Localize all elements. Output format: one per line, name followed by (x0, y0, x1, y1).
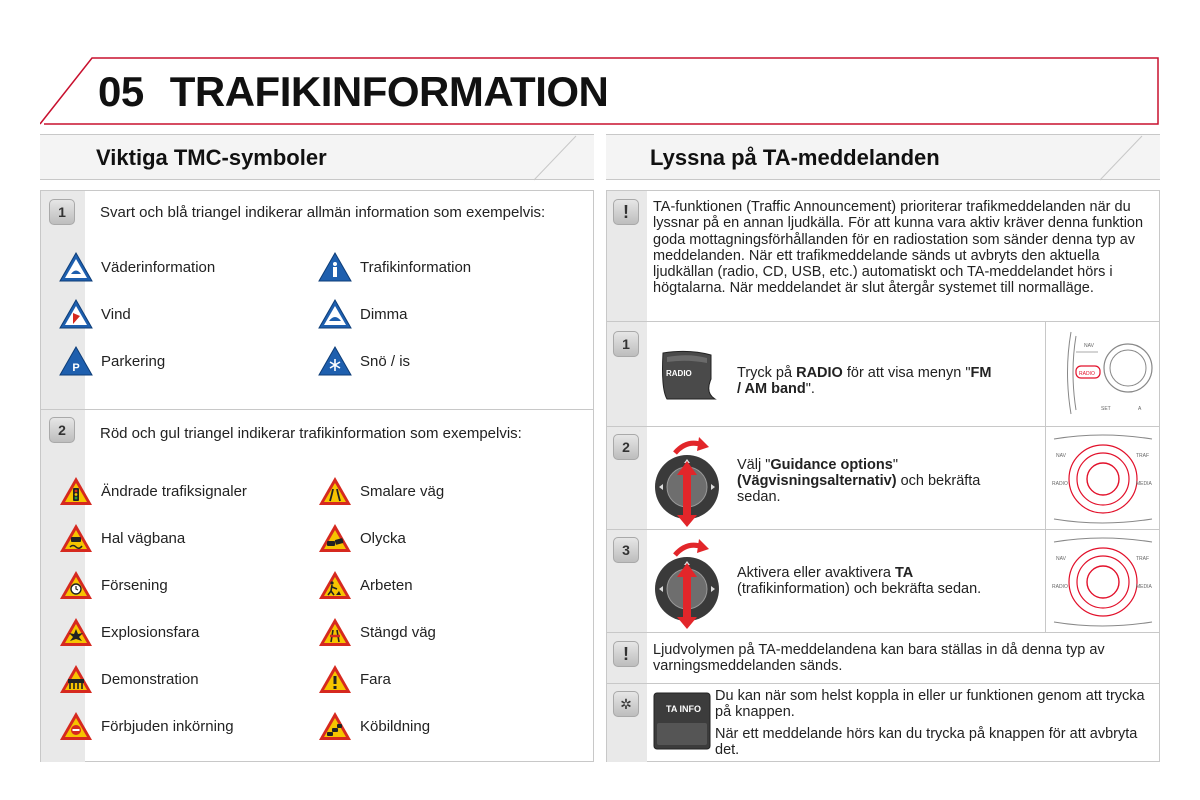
fog-icon (318, 299, 352, 329)
snowflake-icon (318, 346, 352, 376)
ta-info-button[interactable] (653, 691, 711, 756)
symbol-label: Vind (101, 305, 131, 323)
symbol-roadworks (318, 569, 413, 601)
symbol-label: Köbildning (360, 717, 431, 735)
danger-exclamation-icon (318, 664, 352, 694)
info-icon (318, 252, 352, 282)
step2-panel-thumbnail (1045, 427, 1159, 529)
slippery-road-icon (59, 523, 93, 553)
knob-press-icon (653, 533, 727, 629)
explosion-icon (59, 617, 93, 647)
step1-text (737, 365, 997, 397)
text-part: " (892, 457, 898, 473)
symbol-queue (318, 710, 430, 742)
group2-badge: 2 (49, 417, 75, 443)
text-bold: Guidance options (770, 457, 893, 473)
roadworks-icon (318, 570, 352, 600)
symbol-demonstration (59, 663, 199, 695)
warning-exclamation-icon: ! (613, 641, 639, 667)
text-part: Tryck på (737, 365, 797, 381)
road-closed-icon (318, 617, 352, 647)
group1-intro: Svart och blå triangel indikerar allmän information som exempelvis: (100, 204, 546, 221)
symbol-label: Trafikinformation (360, 258, 472, 276)
symbol-danger (318, 663, 391, 695)
symbol-narrow-road (318, 475, 444, 507)
warning-exclamation-icon: ! (613, 199, 639, 225)
symbol-label: Dimma (360, 305, 408, 323)
section-heading-ta (606, 134, 1160, 180)
symbol-weather (59, 251, 215, 283)
ta-info-label: TA INFO (666, 704, 701, 714)
radio-button-label: RADIO (666, 369, 692, 378)
symbol-label: Arbeten (360, 576, 413, 594)
step2-text (737, 457, 1017, 505)
symbol-traffic-signals (59, 475, 247, 507)
chapter-title: TRAFIKINFORMATION (169, 68, 609, 115)
svg-text:P: P (72, 362, 80, 374)
section-title-tmc: Viktiga TMC-symboler (96, 145, 327, 170)
text-part: Aktivera eller avaktivera (737, 565, 895, 581)
page-title (98, 68, 608, 116)
row-divider (607, 683, 1159, 684)
symbol-road-closed (318, 616, 436, 648)
step1-badge: 1 (613, 331, 639, 357)
step2-badge: 2 (613, 434, 639, 460)
text-bold: (Vägvisningsalternativ) (737, 473, 897, 489)
text-part: (trafikinformation) och bekräfta sedan. (737, 581, 982, 597)
text-bold: RADIO (796, 365, 843, 381)
traffic-light-icon (59, 476, 93, 506)
accident-icon (318, 523, 352, 553)
chapter-number: 05 (98, 68, 144, 115)
symbol-label: Smalare väg (360, 482, 445, 500)
symbol-snow (318, 345, 410, 377)
text-part: och bekräfta sedan. (737, 473, 981, 505)
delay-clock-icon (59, 570, 93, 600)
symbol-label: Explosionsfara (101, 623, 200, 641)
tip-lightbulb-icon: ✲ (613, 691, 639, 717)
group1-badge: 1 (49, 199, 75, 225)
symbol-fog (318, 298, 408, 330)
set-label: SET (1101, 406, 1111, 412)
knob-press-icon (653, 431, 727, 527)
step1-panel-thumbnail (1045, 322, 1159, 426)
symbol-label: Parkering (101, 352, 166, 370)
section-title-ta: Lyssna på TA-meddelanden (650, 145, 940, 170)
parking-icon (59, 346, 93, 376)
symbol-label: Fara (360, 670, 391, 688)
symbol-accident (318, 522, 406, 554)
symbol-wind (59, 298, 131, 330)
step3-panel-thumbnail (1045, 530, 1159, 632)
symbol-label: Ändrade trafiksignaler (101, 482, 247, 500)
text-bold: TA (894, 565, 914, 581)
group-divider (41, 409, 593, 410)
symbol-label: Demonstration (101, 670, 199, 688)
heading-corner-decoration (1080, 135, 1160, 181)
text-part: Välj " (737, 457, 771, 473)
warning1-text: TA-funktionen (Traffic Announcement) prioriterar trafikmeddelanden när du lyssnar på en annan ljudkälla. För att kunna vara aktiv kräver denna funktion goda mottagningsförhållanden för en radiostation som sänder denna typ av meddelanden. När ett trafikmeddelande sänds ut avbryts den aktuella ljudkällan (radio, CD, USB, etc.) automatiskt och TA-meddelandet hörs i högtalarna. När meddelandet är slut återgår systemet till normalläge. (653, 199, 1144, 297)
tmc-symbols-panel (40, 190, 594, 762)
media-label: MEDIA (1136, 584, 1152, 590)
selector-knob[interactable] (653, 431, 727, 532)
radio-button[interactable] (659, 349, 717, 406)
control-panel-illustration (1046, 322, 1160, 426)
symbol-label: Väderinformation (101, 258, 216, 276)
ta-info-button-icon (653, 691, 711, 751)
text-bold: FM / AM band (737, 365, 992, 397)
page-header (40, 56, 1160, 126)
warning2-text: Ljudvolymen på TA-meddelandena kan bara ställas in då denna typ av varningsmeddelanden sänds. (653, 642, 1105, 674)
symbol-label: Försening (101, 576, 168, 594)
symbol-parking (59, 345, 165, 377)
step3-text (737, 565, 1017, 597)
control-knob-illustration (1046, 427, 1160, 529)
radio-label: RADIO (1052, 481, 1068, 487)
narrow-road-icon (318, 476, 352, 506)
symbol-label: Förbjuden inkörning (101, 717, 234, 735)
heading-corner-decoration (514, 135, 594, 181)
nav-label: NAV (1056, 556, 1066, 562)
weather-icon (59, 252, 93, 282)
radio-label: RADIO (1079, 371, 1095, 377)
step3-badge: 3 (613, 537, 639, 563)
symbol-label: Olycka (360, 529, 406, 547)
symbol-label: Snö / is (360, 352, 411, 370)
nav-label: NAV (1084, 343, 1094, 349)
queue-icon (318, 711, 352, 741)
symbol-delay (59, 569, 168, 601)
traf-label: TRAF (1136, 556, 1150, 562)
selector-knob[interactable] (653, 533, 727, 634)
control-knob-illustration (1046, 530, 1160, 632)
symbol-slippery-road (59, 522, 185, 554)
symbol-explosion (59, 616, 199, 648)
symbol-label: Hal vägbana (101, 529, 186, 547)
text-part: för att visa menyn " (842, 365, 971, 381)
wind-icon (59, 299, 93, 329)
text-part: ". (805, 381, 815, 397)
symbol-traffic-info (318, 251, 471, 283)
nav-label: NAV (1056, 453, 1066, 459)
group2-intro: Röd och gul triangel indikerar trafikinformation som exempelvis: (100, 425, 522, 442)
symbol-label: Stängd väg (360, 623, 436, 641)
no-entry-icon (59, 711, 93, 741)
tip-text-2: När ett meddelande hörs kan du trycka på knappen för att avbryta det. (715, 726, 1138, 758)
a-label: A (1138, 406, 1142, 412)
ta-panel (606, 190, 1160, 762)
symbol-no-entry (59, 710, 234, 742)
traf-label: TRAF (1136, 453, 1150, 459)
demonstration-icon (59, 664, 93, 694)
radio-label: RADIO (1052, 584, 1068, 590)
section-heading-tmc (40, 134, 594, 180)
media-label: MEDIA (1136, 481, 1152, 487)
tip-text-1: Du kan när som helst koppla in eller ur funktionen genom att trycka på knappen. (715, 688, 1145, 720)
